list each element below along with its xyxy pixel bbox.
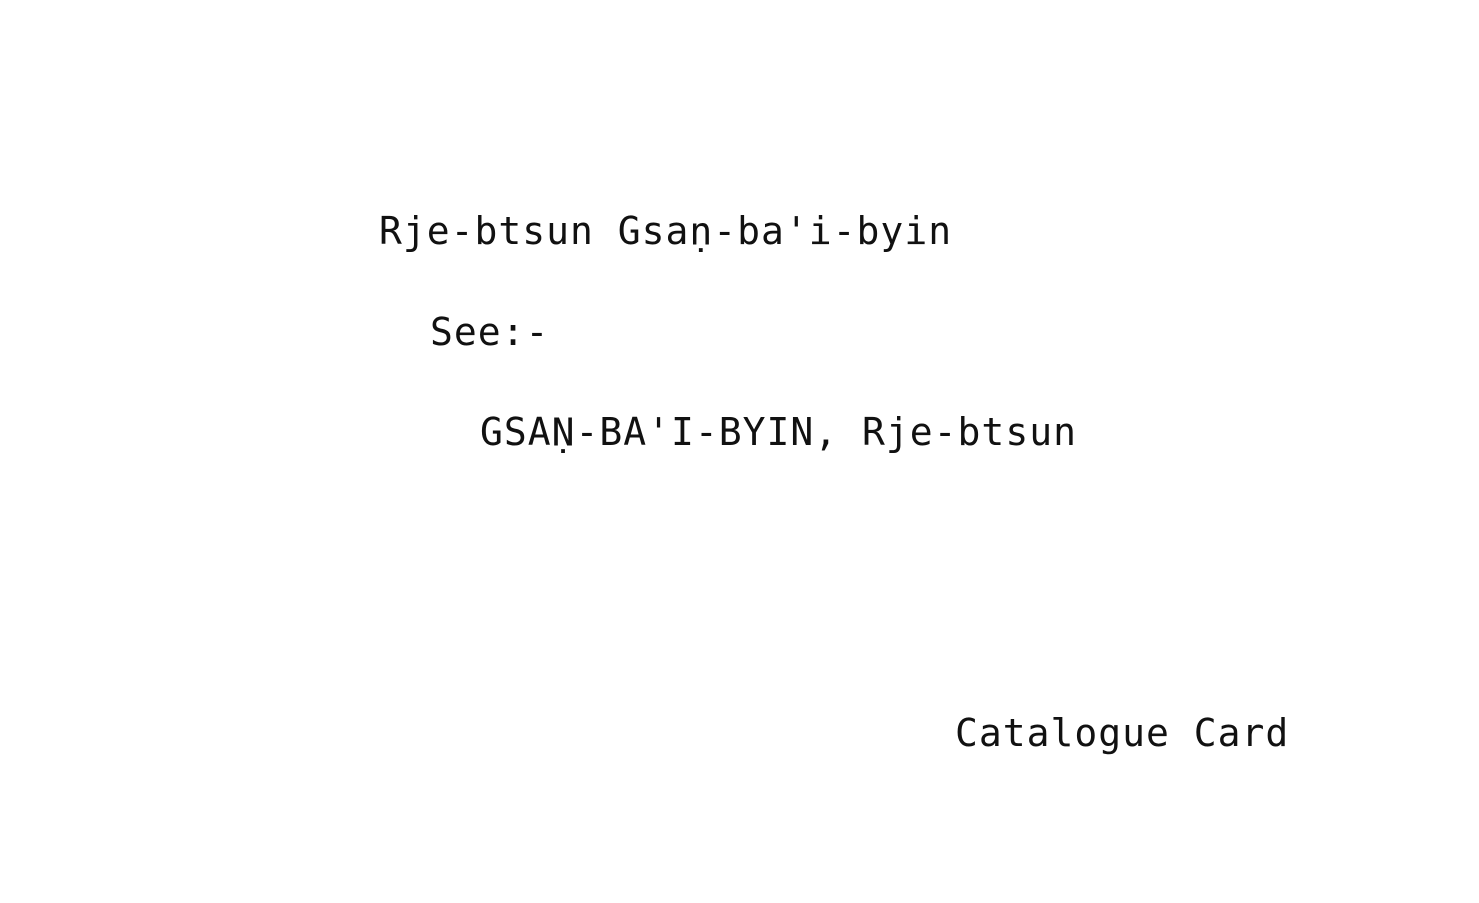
see-reference-label: See:- bbox=[430, 310, 550, 354]
card-heading: Rje-btsun Gsaṇ-ba'i-byin bbox=[379, 209, 953, 253]
see-reference-target: GSAṆ-BA'I-BYIN, Rje-btsun bbox=[480, 410, 1077, 454]
card-type-label: Catalogue Card bbox=[955, 711, 1290, 755]
